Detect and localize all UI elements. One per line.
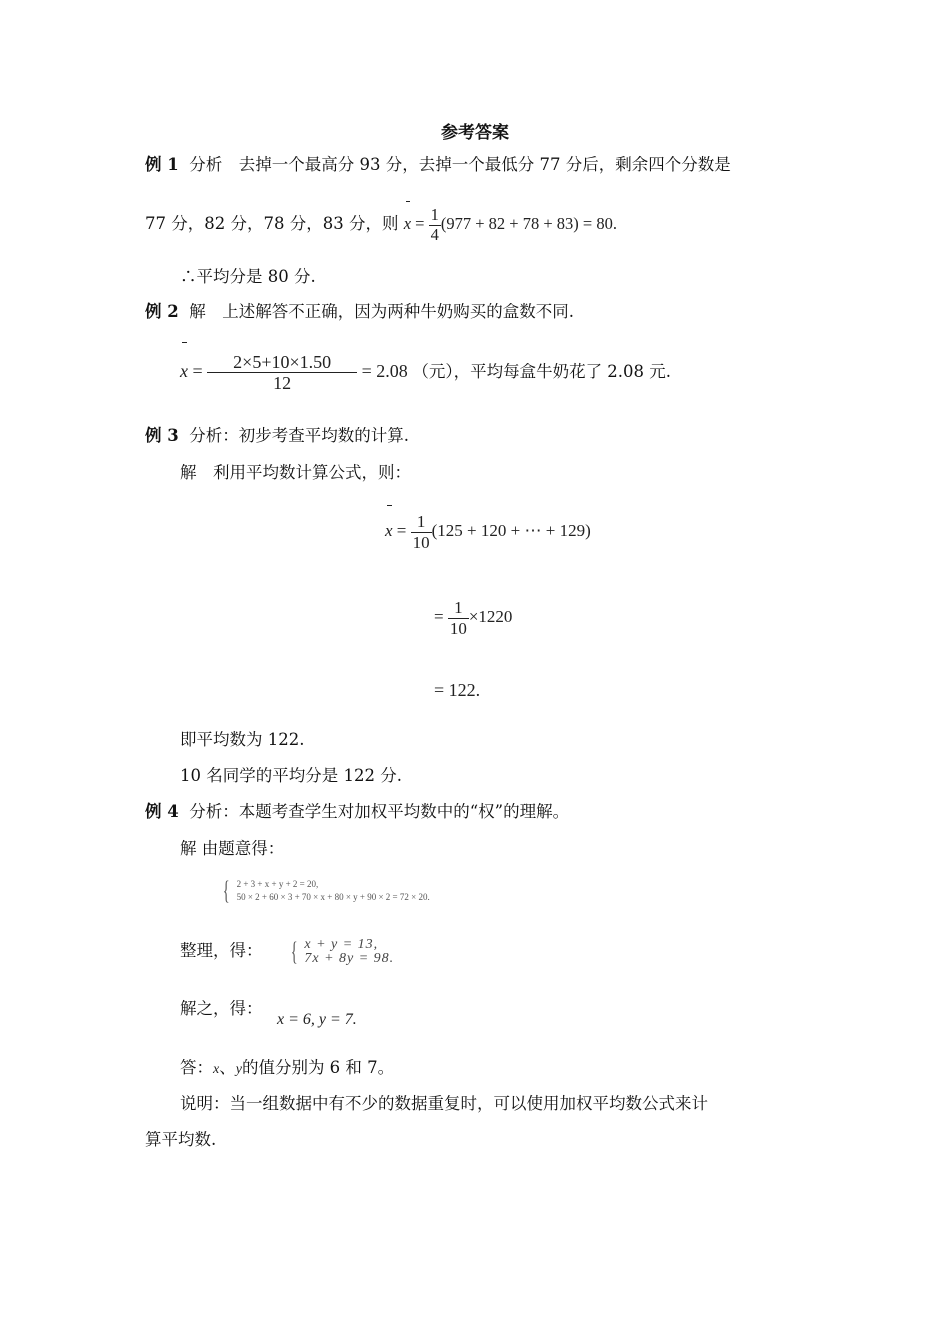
example-2-formula-line	[180, 345, 671, 398]
example-1-line1: 分析 去掉一个最高分 93 分，去掉一个最低分 77 分后，剩余四个分数是	[189, 155, 731, 174]
left-brace: {	[222, 876, 230, 905]
formula-sum: (977 + 82 + 78 + 83) = 80.	[440, 214, 617, 233]
page-title: 参考答案	[441, 123, 509, 143]
fraction-one-tenth	[411, 512, 432, 552]
example-1-formula-line	[145, 204, 617, 245]
answer-separator: 、	[219, 1058, 236, 1077]
answer-text: 的值分别为 6 和 7。	[241, 1058, 395, 1077]
x-bar-symbol: x	[404, 204, 411, 244]
example-3-conclusion-1: 即平均数为 122.	[180, 730, 305, 749]
example-3-line1: 分析：初步考查平均数的计算.	[189, 426, 409, 445]
fraction-numerator: 1	[448, 598, 469, 619]
example-1-formula: x = $\frac{1}{4}$ (977 + 82 + 78 + 83) = 80.	[403, 204, 617, 244]
formula-result: = 2.08	[361, 361, 408, 381]
x-bar-symbol: x	[180, 345, 188, 397]
example-2-label: 例 2	[145, 302, 179, 321]
simplify-label: 整理，得：	[180, 940, 263, 960]
variable-y: y	[235, 1062, 242, 1077]
x-bar-symbol: x	[385, 508, 393, 554]
example-1-label: 例 1	[145, 155, 179, 174]
example-4-analysis	[145, 801, 569, 823]
example-4-solve	[180, 998, 263, 1020]
system-equation-2: 7x + 8y = 98.	[304, 951, 395, 966]
fraction-denominator: 10	[449, 618, 467, 638]
solve-label: 解之，得：	[180, 999, 263, 1018]
equation-system-2	[288, 937, 395, 966]
answer-prefix: 答：	[180, 1058, 213, 1077]
formula-product: ×1220	[468, 607, 513, 626]
example-1-conclusion: ∴平均分是 80 分.	[180, 267, 316, 286]
example-2-after: （元），平均每盒牛奶花了 2.08 元.	[412, 362, 672, 381]
formula-sum: (125 + 120 + ⋯ + 129)	[431, 521, 591, 540]
fraction-numerator: 2×5+10×1.50	[207, 352, 357, 374]
example-3-formula-1: x = $\frac{1}{10}$ (125 + 120 + ⋯ + 129)	[385, 508, 591, 554]
fraction-one-tenth	[448, 598, 469, 638]
fraction-one-quarter	[429, 206, 441, 245]
fraction-denominator: 12	[273, 373, 292, 394]
example-4-label: 例 4	[145, 802, 179, 821]
example-3-formula-3: = 122.	[434, 680, 481, 700]
example-4-note-line2: 算平均数.	[145, 1130, 217, 1149]
system-equation-1: 2 + 3 + x + y + 2 = 20,	[236, 879, 319, 889]
example-4-note-line1: 说明：当一组数据中有不少的数据重复时，可以使用加权平均数公式来计	[180, 1094, 708, 1113]
fraction-numerator: 1	[411, 512, 432, 533]
fraction-denominator: 10	[412, 532, 430, 552]
example-3-analysis	[145, 425, 409, 447]
left-brace: {	[290, 937, 298, 966]
example-4-line1: 分析：本题考查学生对加权平均数中的“权”的理解。	[189, 802, 570, 821]
fraction-average	[207, 352, 357, 394]
example-3-formula-2	[434, 594, 512, 640]
system-lines	[304, 938, 394, 966]
system-equation-2: 50 × 2 + 60 × 3 + 70 × x + 80 × y + 90 × 2 = 72 × 20.	[236, 892, 430, 902]
example-1-line2: 77 分，82 分，78 分，83 分，则	[145, 214, 399, 233]
example-2-line1: 解 上述解答不正确，因为两种牛奶购买的盒数不同.	[189, 302, 574, 321]
fraction-denominator: 4	[430, 224, 439, 244]
example-4-answer	[180, 1057, 394, 1081]
variable-x: x	[213, 1062, 220, 1077]
example-4-line2: 解 由题意得：	[180, 839, 285, 858]
example-4-solution: x = 6, y = 7.	[277, 1011, 357, 1028]
example-3-conclusion-2: 10 名同学的平均分是 122 分.	[180, 766, 402, 785]
example-1-analysis	[145, 154, 731, 176]
example-2-formula: x = $\frac{2\times 5+10\times 1.50}{12}$ = 2.08	[180, 361, 412, 381]
example-2-solution	[145, 301, 574, 323]
system-lines	[237, 878, 430, 904]
example-3-label: 例 3	[145, 426, 179, 445]
equation-system-1	[220, 878, 430, 904]
example-4-simplify	[180, 938, 394, 966]
system-equation-1: x + y = 13,	[304, 937, 379, 952]
equals-sign: =	[434, 607, 444, 626]
example-3-line2: 解 利用平均数计算公式，则：	[180, 463, 411, 482]
fraction-numerator: 1	[430, 204, 439, 224]
